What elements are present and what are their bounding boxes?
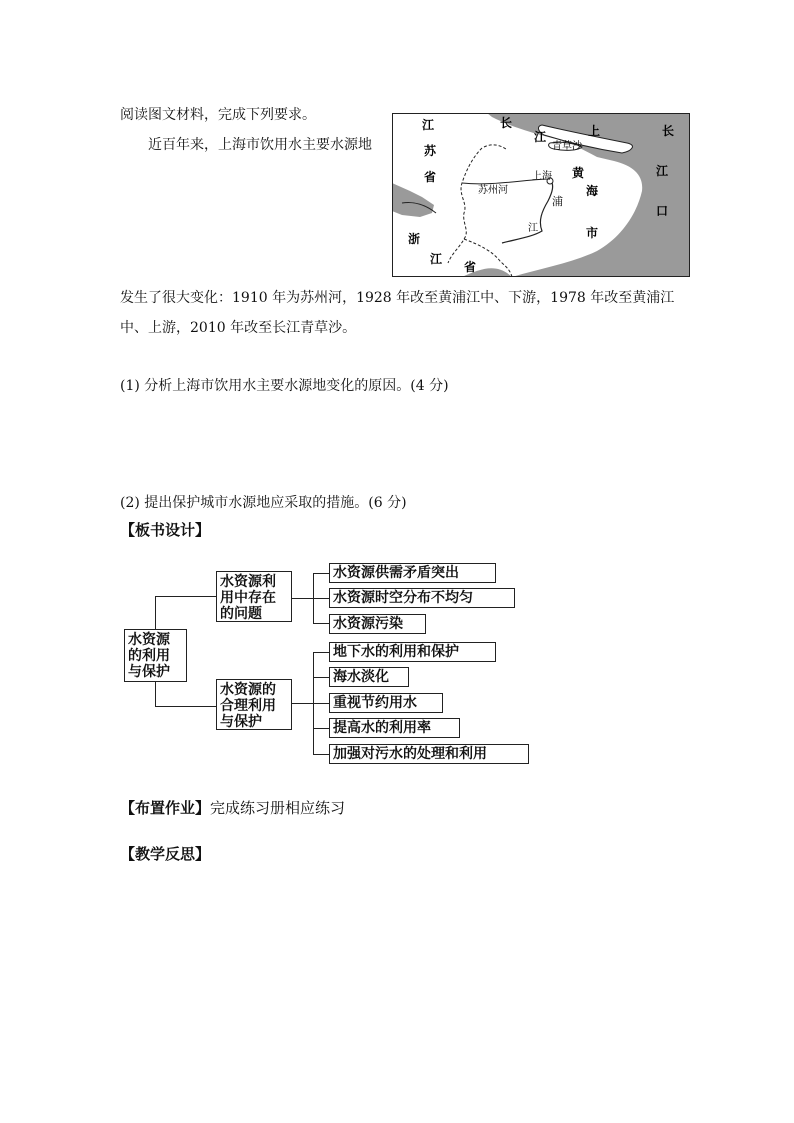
- question-2: (2) 提出保护城市水源地应采取的措施。(6 分): [120, 495, 407, 511]
- map-label: 上: [588, 124, 601, 138]
- map-label: 省: [464, 260, 477, 274]
- leaf-wastewater: 加强对污水的处理和利用: [329, 744, 529, 764]
- map-label: 浙: [408, 232, 421, 246]
- intro-line-1: 阅读图文材料，完成下列要求。: [120, 107, 316, 123]
- intro-line-4: 中、上游，2010 年改至长江青草沙。: [120, 320, 357, 336]
- map-label: 海: [586, 184, 599, 198]
- map-label: 江: [430, 252, 443, 266]
- intro-line-2: 近百年来，上海市饮用水主要水源地: [148, 137, 372, 153]
- leaf-desalination: 海水淡化: [329, 667, 409, 687]
- leaf-supply-demand: 水资源供需矛盾突出: [329, 563, 496, 583]
- map-label: 长: [500, 116, 513, 130]
- map-label: 苏: [424, 144, 437, 158]
- map-label: 黄: [572, 166, 585, 180]
- root-node: 水资源 的利用 与保护: [124, 629, 187, 682]
- leaf-efficiency: 提高水的利用率: [329, 718, 460, 738]
- map-label: 苏州河: [478, 185, 508, 196]
- map-label: 浦: [552, 195, 563, 208]
- map-label: 江: [528, 223, 538, 234]
- map-label: 口: [656, 204, 669, 218]
- map-label: 青草沙: [552, 141, 582, 152]
- map-label: 省: [424, 170, 437, 184]
- leaf-uneven-distribution: 水资源时空分布不均匀: [329, 588, 515, 608]
- leaf-groundwater: 地下水的利用和保护: [329, 642, 496, 662]
- homework-label: 【布置作业】: [120, 799, 211, 817]
- homework-text: 完成练习册相应练习: [210, 799, 346, 817]
- leaf-pollution: 水资源污染: [329, 614, 426, 634]
- question-1: (1) 分析上海市饮用水主要水源地变化的原因。(4 分): [120, 378, 449, 394]
- homework: [120, 799, 345, 818]
- branch-problems: 水资源利 用中存在 的问题: [216, 571, 292, 622]
- map-label: 上海: [532, 171, 552, 182]
- map-label: 江: [534, 130, 547, 144]
- board-heading: 【板书设计】: [120, 521, 211, 539]
- intro-line-3: 发生了很大变化：1910 年为苏州河，1928 年改至黄浦江中、下游，1978 年改至黄浦江: [120, 290, 675, 306]
- map-label: 长: [662, 124, 675, 138]
- map-label: 江: [656, 164, 669, 178]
- shanghai-map: [392, 113, 690, 277]
- map-label: 市: [586, 226, 599, 240]
- reflection-label: 【教学反思】: [120, 845, 211, 863]
- map-label: 江: [422, 118, 435, 132]
- leaf-conservation: 重视节约用水: [329, 693, 443, 713]
- branch-rational-use: 水资源的 合理利用 与保护: [216, 679, 292, 730]
